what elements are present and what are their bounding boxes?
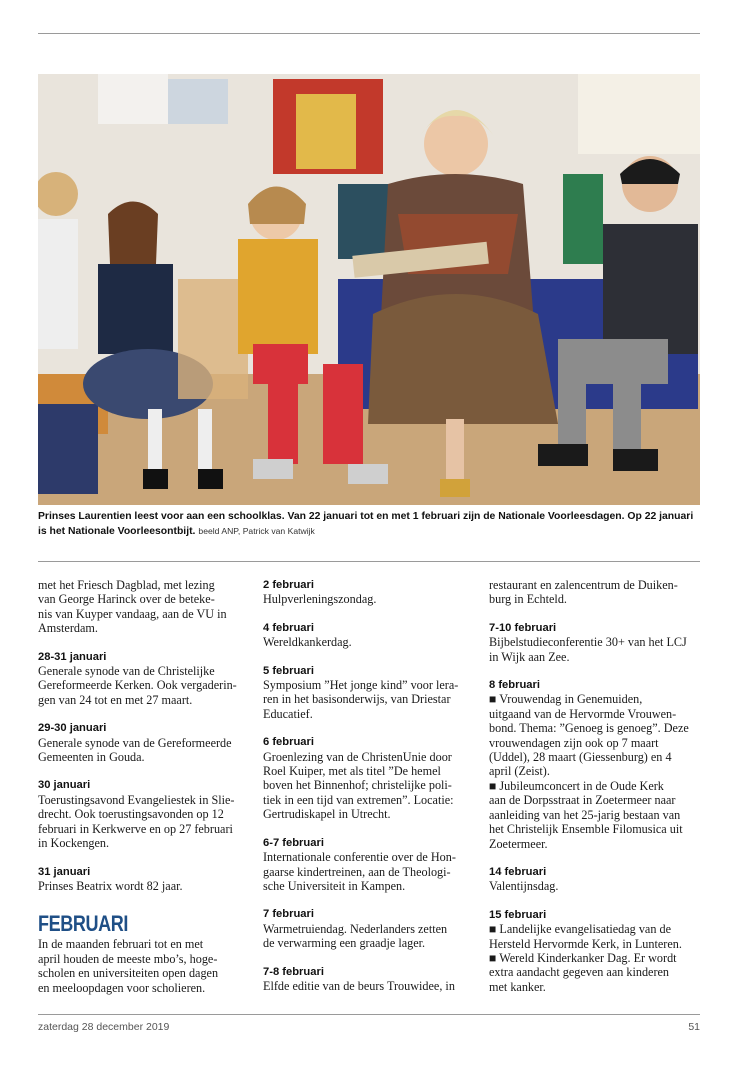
caption-rule: [38, 561, 700, 562]
footer-date: zaterdag 28 december 2019: [38, 1021, 170, 1033]
agenda-entry: 6 februari Groenlezing van de ChristenUnie door Roel Kuiper, met als titel ”De hemel boven het Binnenhof; christelijke poli- tiek in een tijd van extremen”. Locatie: Gertrudiskapel in Utrecht.: [263, 735, 478, 821]
entry-date: 6 februari: [263, 736, 314, 749]
photo-reading-class: [38, 74, 700, 505]
agenda-entry: 29-30 januari Generale synode van de Gereformeerde Gemeenten in Gouda.: [38, 721, 253, 764]
entry-date: 8 februari: [489, 679, 540, 692]
entry-date: 7-10 februari: [489, 621, 557, 634]
intro-continuation: restaurant en zalencentrum de Duiken- burg in Echteld.: [489, 578, 678, 607]
footer-rule: [38, 1014, 700, 1015]
caption-text: Prinses Laurentien leest voor aan een schoolklas. Van 22 januari tot en met 1 februari zijn de Nationale Voorleesdagen. Op 22 januari is het Nationale Voorleesontbijt.: [38, 511, 694, 537]
entry-date: 5 februari: [263, 664, 314, 677]
entry-date: 29-30 januari: [38, 722, 107, 735]
column-2: [263, 578, 478, 1007]
photo-caption: [38, 509, 700, 539]
page-number: 51: [688, 1021, 700, 1033]
agenda-entry: 7-8 februari Elfde editie van de beurs Trouwidee, in: [263, 965, 478, 994]
entry-date: 7 februari: [263, 908, 314, 921]
top-rule: [38, 33, 700, 34]
agenda-entry: 4 februari Wereldkankerdag.: [263, 621, 478, 650]
agenda-entry: 8 februari ■ Vrouwendag in Genemuiden, uitgaand van de Hervormde Vrouwen- bond. Thema: ”Genoeg is genoeg”. Deze vrouwendagen zijn ook op 7 maart (Uddel), 28 maart (Giessenburg) en 4 april (Zeist). ■ Jubileumconcert in de Oude Kerk aan de Dorpsstraat in Zoetermeer naar aanleiding van het 25-jarig bestaan van het Christelijk Ensemble Filomusica uit Zoetermeer.: [489, 678, 704, 851]
entry-date: 30 januari: [38, 779, 91, 792]
entry-date: 31 januari: [38, 865, 91, 878]
agenda-entry: 15 februari ■ Landelijke evangelisatiedag van de Hersteld Hervormde Kerk, in Lunteren. ■ Wereld Kinderkanker Dag. Er wordt extra aandacht gegeven aan kinderen met kanker.: [489, 908, 704, 994]
agenda-entry: 30 januari Toerustingsavond Evangeliestek in Slie- drecht. Ook toerustingsavonden op 12 februari in Kerkwerve en op 27 februari in Kockengen.: [38, 778, 253, 850]
agenda-entry: 28-31 januari Generale synode van de Christelijke Gereformeerde Kerken. Ook vergaderin- gen van 24 tot en met 27 maart.: [38, 650, 253, 708]
photo-illustration: [38, 74, 700, 505]
agenda-entry: 2 februari Hulpverleningszondag.: [263, 578, 478, 607]
agenda-entry: 6-7 februari Internationale conferentie over de Hon- gaarse kindertreinen, aan de Theologi- sche Universiteit in Kampen.: [263, 836, 478, 894]
column-1: [38, 578, 253, 1009]
agenda-entry: 7 februari Warmetruiendag. Nederlanders zetten de verwarming een graadje lager.: [263, 907, 478, 950]
photo-credit: beeld ANP, Patrick van Katwijk: [198, 526, 315, 536]
intro-continuation: met het Friesch Dagblad, met lezing van George Harinck over de beteke- nis van Kuyper vandaag, aan de VU in Amsterdam.: [38, 578, 227, 636]
agenda-entry: 5 februari Symposium ”Het jonge kind” voor lera- ren in het basisonderwijs, van Driestar Educatief.: [263, 664, 478, 722]
month-heading: FEBRUARI: [38, 911, 128, 937]
month-intro: In de maanden februari tot en met april houden de meeste mbo’s, hoge- scholen en universiteiten open dagen en meeloopdagen voor scholieren.: [38, 937, 219, 995]
column-3: [489, 578, 704, 1008]
entry-date: 6-7 februari: [263, 836, 324, 849]
entry-date: 15 februari: [489, 908, 547, 921]
agenda-entry: 14 februari Valentijnsdag.: [489, 865, 704, 894]
entry-date: 7-8 februari: [263, 965, 324, 978]
agenda-entry: 31 januari Prinses Beatrix wordt 82 jaar.: [38, 865, 253, 894]
entry-date: 2 februari: [263, 579, 314, 591]
agenda-entry: 7-10 februari Bijbelstudieconferentie 30+ van het LCJ in Wijk aan Zee.: [489, 621, 704, 664]
entry-date: 4 februari: [263, 621, 314, 634]
entry-date: 14 februari: [489, 865, 547, 878]
entry-date: 28-31 januari: [38, 650, 107, 663]
